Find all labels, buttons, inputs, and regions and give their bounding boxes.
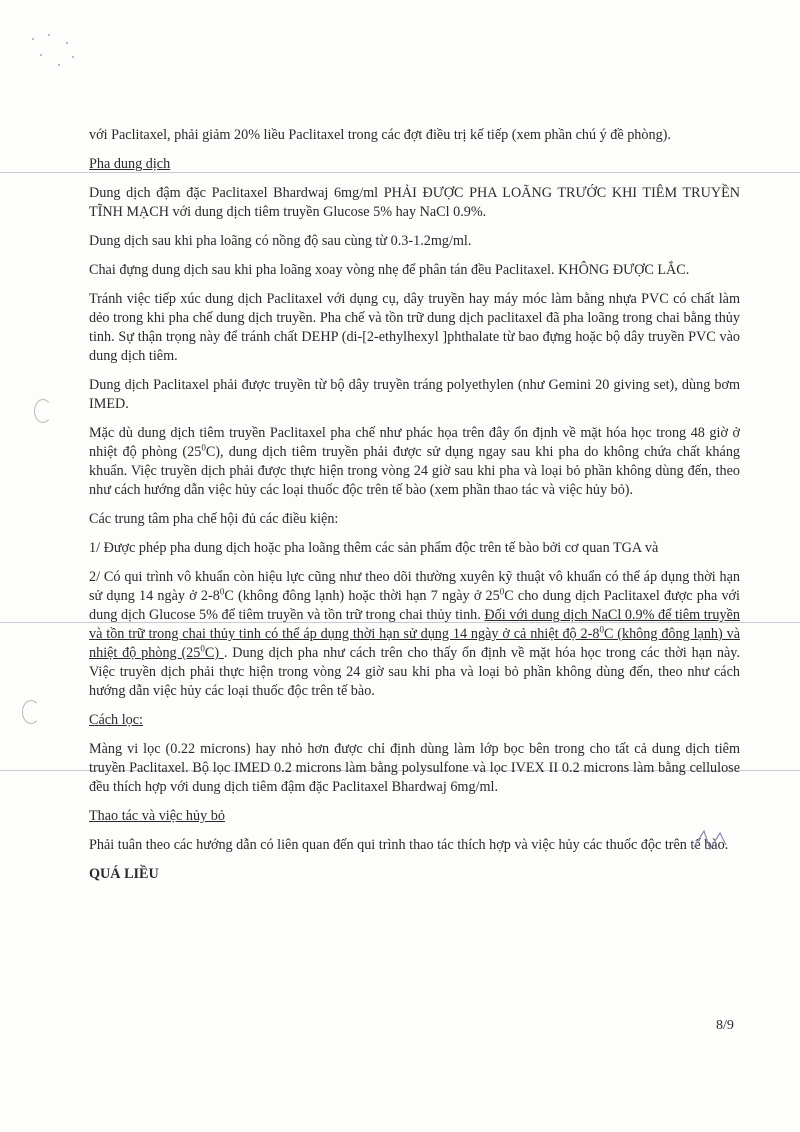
handwritten-mark [690,825,730,855]
paragraph: với Paclitaxel, phải giảm 20% liều Paclitaxel trong các đợt điều trị kế tiếp (xem phần chú ý đề phòng). [89,127,671,143]
text-run: C), dung dịch tiêm truyền phải được sử dụng ngay sau khi pha do không chứa chất kháng khuẩn. Việc truyền dịch phải được thực hiện trong vòng 24 giờ sau khi pha và loại bỏ phần không dùng đến, theo như cách hướng dẫn việc hủy các loại thuốc độc trên tế bào (xem phần thao tác và việc hủy bỏ). [89,444,741,498]
paragraph: Chai đựng dung dịch sau khi pha loãng xoay vòng nhẹ để phân tán đều Paclitaxel. KHÔNG ĐƯỢC LẮC. [89,262,690,278]
superscript: 0 [201,442,206,453]
paragraph: 1/ Được phép pha dung dịch hoặc pha loãng thêm các sản phẩm độc trên tế bào bởi cơ quan TGA và [89,540,659,556]
text-run: C (không đông lạnh) hoặc thời hạn 7 ngày ở 25 [224,588,500,604]
section-heading-dilution: Pha dung dịch [89,156,171,172]
text-run: C (không đông lạnh) và nhiệt độ phòng (25 [89,626,740,661]
superscript: 0 [499,586,505,597]
text-run: Đối với dung dịch NaCl 0.9% để tiêm truyền và tồn trữ trong chai thủy tinh có thể áp dụng thời hạn sử dụng 14 ngày ở cả nhiệt độ 2-8 [89,607,740,642]
section-heading-overdose: QUÁ LIỀU [89,866,159,882]
text-run: Mặc dù dung dịch tiêm truyền Paclitaxel pha chế như phác họa trên đây ổn định về mặt hóa học trong 48 giờ ở nhiệt độ phòng (25 [89,425,740,460]
paragraph [89,424,740,500]
section-heading-filter: Cách lọc: [89,712,143,728]
paragraph: Các trung tâm pha chế hội đủ các điều kiện: [89,511,339,527]
text-run: 2/ Có qui trình vô khuẩn còn hiệu lực cũng như theo dõi thường xuyên kỹ thuật vô khuẩn có thể áp dụng thời hạn sử dụng 14 ngày ở 2-8 [89,569,740,604]
paragraph: Dung dịch đậm đặc Paclitaxel Bhardwaj 6mg/ml PHẢI ĐƯỢC PHA LOÃNG TRƯỚC KHI TIÊM TRUYỀN TĨNH MẠCH với dung dịch tiêm truyền Glucose 5% hay NaCl 0.9%. [89,185,740,220]
paragraph: Màng vi lọc (0.22 microns) hay nhỏ hơn được chỉ định dùng làm lớp bọc bên trong cho tất cả dung dịch tiêm truyền Paclitaxel. Bộ lọc IMED 0.2 microns làm bằng polysulfone và lọc IVEX II 0.2 microns làm bằng cellulose đều thích hợp với dung dịch tiêm đậm đặc Paclitaxel Bhardwaj 6mg/ml. [89,741,740,795]
paragraph: Dung dịch sau khi pha loãng có nồng độ sau cùng từ 0.3-1.2mg/ml. [89,233,472,249]
page-number: 8/9 [716,1018,734,1033]
superscript: 0 [599,624,604,635]
superscript: 0 [200,643,205,654]
text-run: C) [204,645,224,661]
paragraph [89,568,740,701]
scan-specks [28,32,88,72]
text-run: . Dung dịch pha như cách trên cho thấy ổn định về mặt hóa học trong các thời hạn này. Việc truyền dịch phải thực hiện trong vòng 24 giờ sau khi pha và loại bỏ phần không dùng đến, theo như cách hướng dẫn việc hủy các loại thuốc độc trên tế bào. [89,645,741,699]
document-body [89,126,740,894]
punch-hole-mark [34,399,52,423]
paragraph: Dung dịch Paclitaxel phải được truyền từ bộ dây truyền tráng polyethylen (như Gemini 20 giving set), dùng bơm IMED. [89,377,740,412]
paragraph: Tránh việc tiếp xúc dung dịch Paclitaxel với dụng cụ, dây truyền hay máy móc làm bằng nhựa PVC có chất làm dẻo trong khi pha chế dung dịch truyền. Pha chế và tồn trữ dung dịch paclitaxel đã pha loãng trong chai bằng thủy tinh. Sự thận trọng này để tránh chất DEHP (di-[2-ethylhexyl ]phthalate từ bao đựng hoặc bộ dây truyền PVC vào dung dịch tiêm. [89,291,740,364]
section-heading-handling: Thao tác và việc hủy bỏ [89,808,225,824]
superscript: 0 [219,586,225,597]
paragraph: Phải tuân theo các hướng dẫn có liên quan đến qui trình thao tác thích hợp và việc hủy các thuốc độc trên tế bào. [89,837,729,853]
text-run: C cho dung dịch Paclitaxel được pha với dung dịch Glucose 5% để tiêm truyền và tồn trữ trong chai thủy tinh. [89,588,740,623]
punch-hole-mark [22,700,40,724]
